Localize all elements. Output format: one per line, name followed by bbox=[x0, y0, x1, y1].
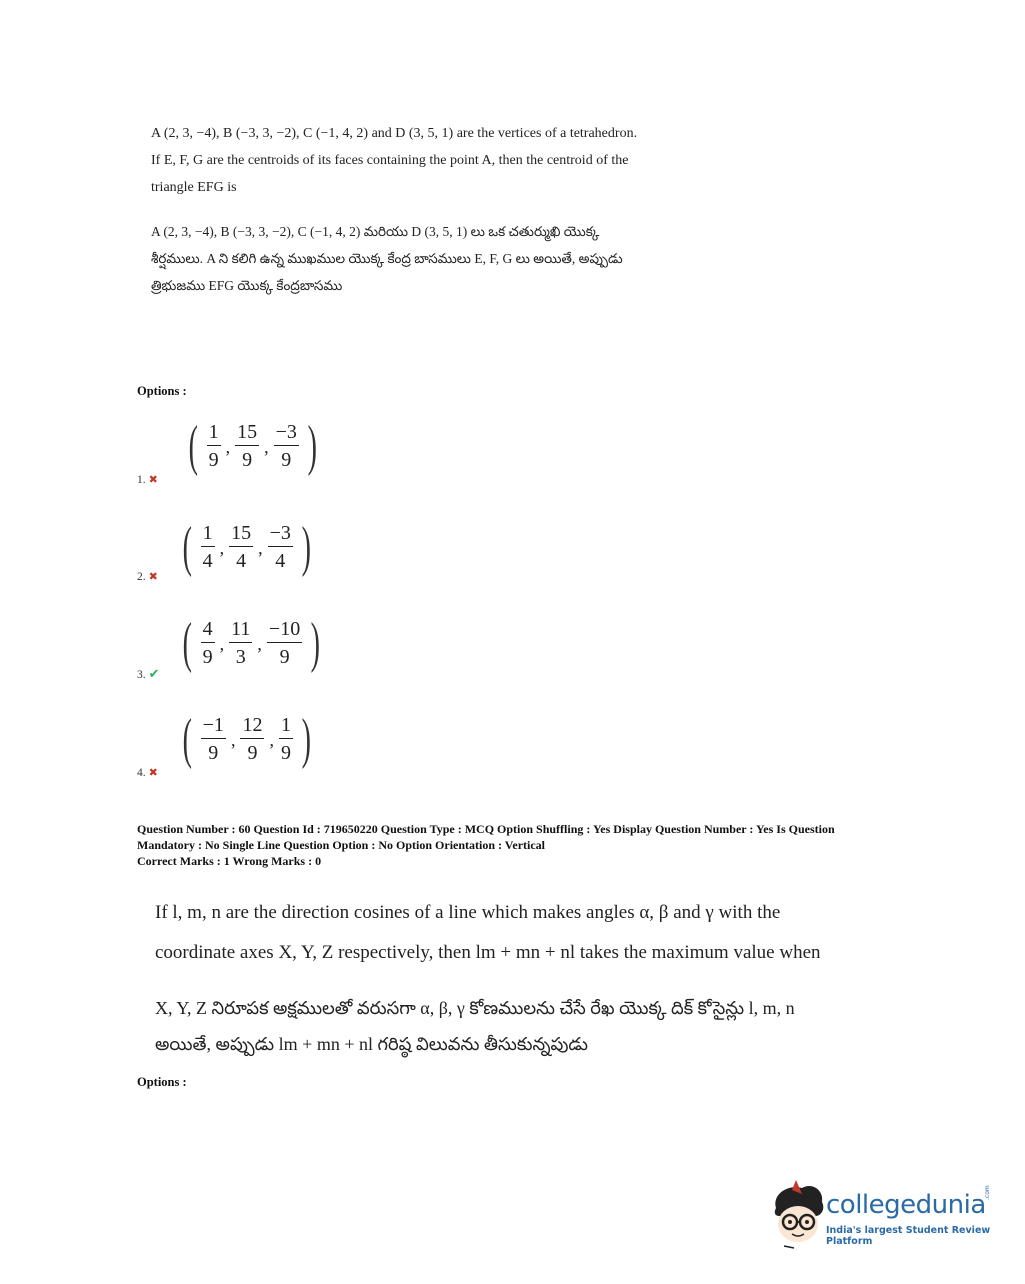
fraction bbox=[229, 619, 252, 667]
option-number-label: 1. bbox=[137, 474, 146, 486]
q2-te-line-1: X, Y, Z నిరూపక అక్షములతో వరుసగా α, β, γ కోణములను చేసే రేఖ యొక్క దిక్ కోసైన్లు l, m, n bbox=[155, 998, 795, 1018]
option-2-number bbox=[137, 570, 158, 583]
fraction bbox=[229, 523, 253, 571]
q1-line-3: triangle EFG is bbox=[151, 180, 237, 195]
numerator: 1 bbox=[208, 421, 219, 443]
comma: , bbox=[257, 633, 262, 654]
comma: , bbox=[225, 436, 231, 457]
denominator: 9 bbox=[247, 742, 258, 764]
q2-options-label: Options : bbox=[137, 1075, 187, 1089]
fraction bbox=[201, 619, 215, 667]
check-icon: ✔ bbox=[148, 666, 160, 681]
numerator: −3 bbox=[269, 522, 291, 544]
denominator: 9 bbox=[281, 449, 292, 471]
cross-icon: ✖ bbox=[148, 767, 158, 779]
fraction bbox=[240, 715, 264, 763]
denominator: 9 bbox=[280, 742, 291, 764]
right-paren: ) bbox=[310, 612, 321, 674]
right-paren: ) bbox=[307, 415, 317, 477]
denominator: 9 bbox=[242, 449, 253, 471]
denominator: 4 bbox=[236, 550, 247, 572]
comma: , bbox=[230, 729, 236, 750]
denominator: 9 bbox=[208, 449, 219, 471]
q1-te-line-3: త్రిభుజము EFG యొక్క కేంద్రబాసము bbox=[151, 278, 343, 293]
question-2-english bbox=[155, 893, 885, 973]
option-3-expression bbox=[178, 612, 325, 674]
right-paren: ) bbox=[301, 708, 311, 770]
option-1-number bbox=[137, 473, 158, 486]
q2-te-line-2: అయితే, అప్పుడు lm + mn + nl గరిష్ఠ విలువను తీసుకున్నపుడు bbox=[155, 1034, 588, 1054]
q1-line-1: A (2, 3, −4), B (−3, 3, −2), C (−1, 4, 2) and D (3, 5, 1) are the vertices of a tetrahedron. bbox=[151, 126, 638, 141]
denominator: 9 bbox=[279, 646, 290, 668]
question-1-telugu bbox=[151, 218, 711, 299]
question-2-meta bbox=[137, 821, 917, 869]
option-number-label: 4. bbox=[137, 767, 146, 779]
fraction bbox=[201, 523, 215, 571]
option-2-expression bbox=[178, 516, 316, 578]
comma: , bbox=[269, 729, 274, 750]
q2-line-1: If l, m, n are the direction cosines of a line which makes angles α, β and γ with the bbox=[155, 902, 781, 923]
numerator: 1 bbox=[202, 522, 213, 544]
denominator: 9 bbox=[202, 646, 213, 668]
option-4-number bbox=[137, 766, 158, 779]
brand-com: .com bbox=[984, 1185, 991, 1200]
numerator: 15 bbox=[237, 421, 258, 443]
comma: , bbox=[219, 633, 225, 654]
numerator: 11 bbox=[231, 618, 251, 640]
q1-line-2: If E, F, G are the centroids of its faces containing the point A, then the centroid of the bbox=[151, 153, 629, 168]
option-number-label: 3. bbox=[137, 669, 146, 681]
numerator: 15 bbox=[231, 522, 252, 544]
meta-line-3: Correct Marks : 1 Wrong Marks : 0 bbox=[137, 854, 322, 868]
cross-icon: ✖ bbox=[148, 571, 158, 583]
option-3-number bbox=[137, 666, 160, 682]
brand-tagline: India's largest Student Review Platform bbox=[826, 1225, 991, 1247]
denominator: 9 bbox=[208, 742, 219, 764]
denominator: 3 bbox=[235, 646, 246, 668]
numerator: 4 bbox=[202, 618, 213, 640]
left-paren: ( bbox=[182, 708, 192, 770]
left-paren: ( bbox=[182, 516, 192, 578]
numerator: −10 bbox=[268, 618, 301, 640]
comma: , bbox=[219, 537, 225, 558]
fraction bbox=[268, 523, 293, 571]
numerator: −3 bbox=[275, 421, 297, 443]
fraction bbox=[279, 715, 293, 763]
meta-line-2: Mandatory : No Single Line Question Option : No Option Orientation : Vertical bbox=[137, 838, 546, 852]
comma: , bbox=[258, 537, 263, 558]
comma: , bbox=[264, 436, 269, 457]
fraction bbox=[201, 715, 226, 763]
q1-options-label: Options : bbox=[137, 384, 187, 398]
q1-te-line-1: A (2, 3, −4), B (−3, 3, −2), C (−1, 4, 2) మరియు D (3, 5, 1) లు ఒక చతుర్ముఖి యొక్క bbox=[151, 224, 600, 239]
option-4-expression bbox=[178, 708, 316, 770]
meta-line-1: Question Number : 60 Question Id : 719650220 Question Type : MCQ Option Shuffling : Yes Display Question Number : Yes Is Question bbox=[137, 822, 835, 836]
q2-line-2: coordinate axes X, Y, Z respectively, then lm + mn + nl takes the maximum value when bbox=[155, 942, 821, 963]
brand-name: collegedunia bbox=[826, 1190, 986, 1220]
fraction bbox=[235, 422, 259, 470]
denominator: 4 bbox=[275, 550, 286, 572]
fraction bbox=[274, 422, 299, 470]
cross-icon: ✖ bbox=[148, 474, 158, 486]
right-paren: ) bbox=[301, 516, 311, 578]
left-paren: ( bbox=[188, 415, 198, 477]
numerator: 1 bbox=[280, 714, 291, 736]
left-paren: ( bbox=[182, 612, 192, 674]
q1-te-line-2: శీర్షములు. A ని కలిగి ఉన్న ముఖముల యొక్క కేంద్ర బాసములు E, F, G లు అయితే, అప్పుడు bbox=[151, 251, 623, 266]
question-2-telugu bbox=[155, 990, 885, 1062]
option-1-expression bbox=[184, 415, 322, 477]
denominator: 4 bbox=[202, 550, 213, 572]
question-1-english bbox=[151, 120, 711, 201]
numerator: 12 bbox=[242, 714, 263, 736]
option-number-label: 2. bbox=[137, 571, 146, 583]
fraction bbox=[207, 422, 221, 470]
fraction bbox=[267, 619, 302, 667]
numerator: −1 bbox=[202, 714, 224, 736]
